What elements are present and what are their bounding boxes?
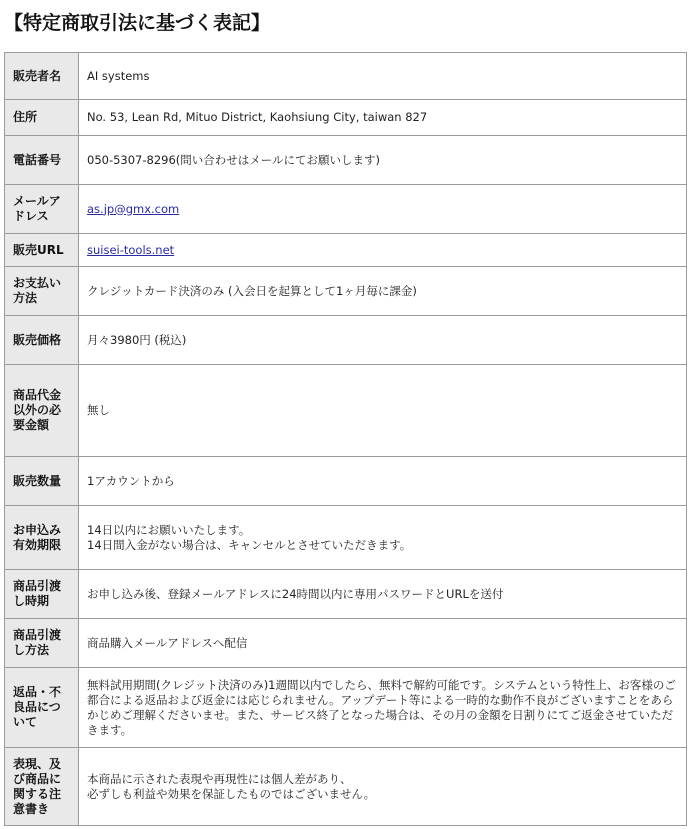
row-value-validity	[79, 506, 687, 570]
validity-line-2: 14日間入金がない場合は、キャンセルとさせていただきます。	[87, 537, 412, 552]
row-value-extra-costs: 無し	[79, 365, 687, 457]
row-value-quantity: 1アカウントから	[79, 457, 687, 506]
table-row-delivery-time	[5, 570, 687, 619]
disclaimer-line-1: 本商品に示された表現や再現性には個人差があり、	[87, 771, 352, 786]
table-row-delivery-method	[5, 619, 687, 668]
page-title: 【特定商取引法に基づく表記】	[4, 12, 271, 34]
disclaimer-line-2: 必ずしも利益や効果を保証したものではございません。	[87, 786, 376, 801]
row-label-extra-costs: 商品代金以外の必要金額	[5, 365, 79, 457]
table-row-payment	[5, 267, 687, 316]
row-value-delivery-method: 商品購入メールアドレスへ配信	[79, 619, 687, 668]
site-url-link[interactable]: suisei-tools.net	[87, 242, 175, 257]
row-value-price: 月々3980円 (税込)	[79, 316, 687, 365]
row-value-disclaimer	[79, 748, 687, 826]
validity-line-1: 14日以内にお願いいたします。	[87, 522, 251, 537]
row-label-seller: 販売者名	[5, 53, 79, 100]
row-label-address: 住所	[5, 100, 79, 136]
row-label-payment: お支払い方法	[5, 267, 79, 316]
row-label-returns: 返品・不良品について	[5, 668, 79, 748]
row-value-seller: AI systems	[79, 53, 687, 100]
table-row-extra-costs	[5, 365, 687, 457]
row-value-address: No. 53, Lean Rd, Mituo District, Kaohsiung City, taiwan 827	[79, 100, 687, 136]
row-value-email	[79, 185, 687, 234]
table-row-phone	[5, 136, 687, 185]
row-value-returns: 無料試用期間(クレジット決済のみ)1週間以内でしたら、無料で解約可能です。システムという特性上、お客様のご都合による返品および返金には応じられません。アップデート等による一時的な動作不良がございますことをあらかじめご理解くださいませ。また、サービス終了となった場合は、その月の金額を日割りにてご返金させていただきます。	[79, 668, 687, 748]
table-row-address	[5, 100, 687, 136]
row-value-delivery-time: お申し込み後、登録メールアドレスに24時間以内に専用パスワードとURLを送付	[79, 570, 687, 619]
table-row-returns	[5, 668, 687, 748]
table-row-quantity	[5, 457, 687, 506]
table-row-validity	[5, 506, 687, 570]
row-label-disclaimer: 表現、及び商品に関する注意書き	[5, 748, 79, 826]
row-label-delivery-method: 商品引渡し方法	[5, 619, 79, 668]
row-label-price: 販売価格	[5, 316, 79, 365]
row-label-delivery-time: 商品引渡し時期	[5, 570, 79, 619]
legal-notice-table	[4, 52, 687, 826]
email-link[interactable]: as.jp@gmx.com	[87, 201, 180, 216]
table-row-email	[5, 185, 687, 234]
row-label-validity: お申込み有効期限	[5, 506, 79, 570]
row-label-email: メールアドレス	[5, 185, 79, 234]
table-row-url	[5, 234, 687, 267]
row-label-phone: 電話番号	[5, 136, 79, 185]
table-row-price	[5, 316, 687, 365]
row-value-payment: クレジットカード決済のみ (入会日を起算として1ヶ月毎に課金)	[79, 267, 687, 316]
row-value-url	[79, 234, 687, 267]
row-label-quantity: 販売数量	[5, 457, 79, 506]
row-label-url: 販売URL	[5, 234, 79, 267]
table-row-disclaimer	[5, 748, 687, 826]
row-value-phone: 050-5307-8296(問い合わせはメールにてお願いします)	[79, 136, 687, 185]
table-row-seller	[5, 53, 687, 100]
